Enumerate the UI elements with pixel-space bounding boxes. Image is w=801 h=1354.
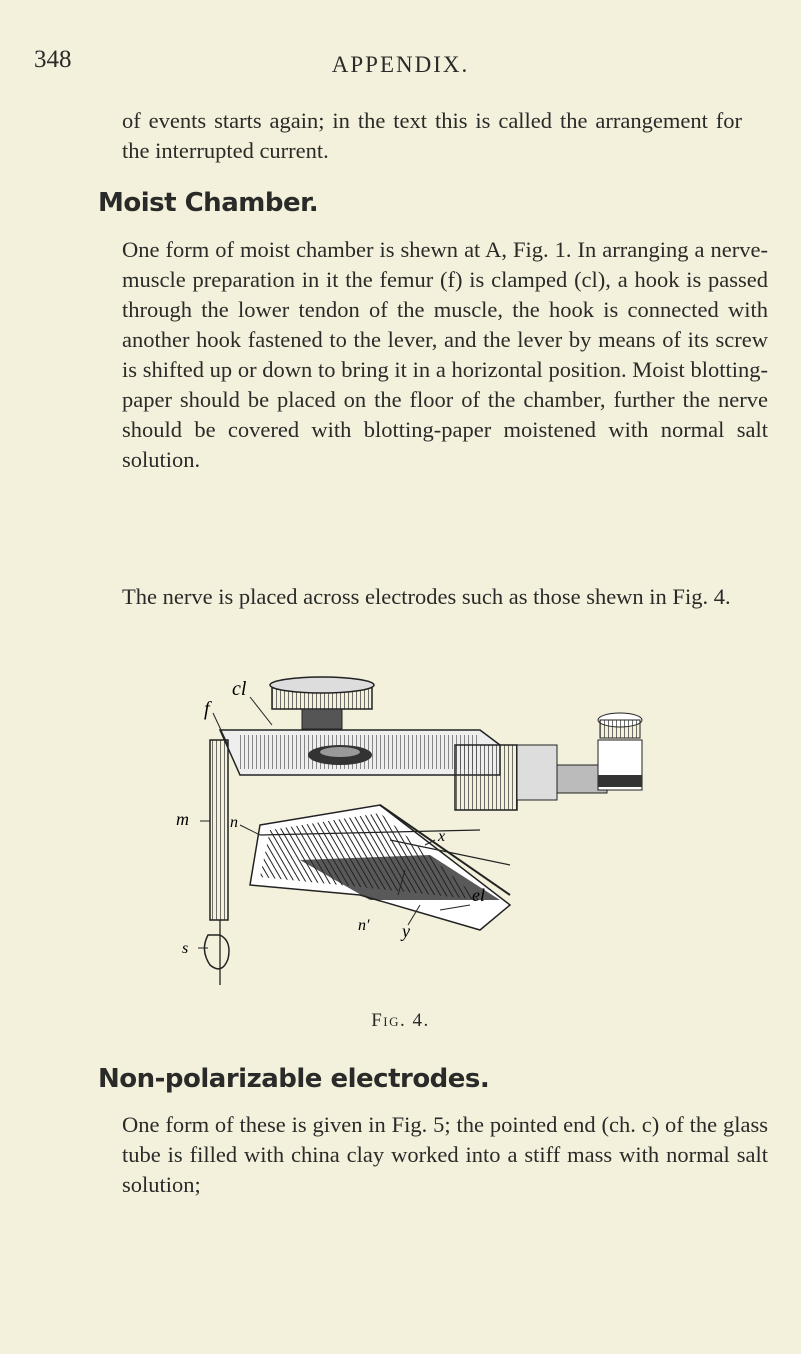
label-n: n — [230, 814, 238, 831]
heading-moist-chamber: Moist Chamber. — [98, 188, 319, 218]
figure-4 — [176, 655, 660, 995]
label-f: f — [204, 698, 210, 720]
label-el: el — [472, 885, 485, 905]
heading-non-polarizable-electrodes: Non-polarizable electrodes. — [98, 1064, 490, 1094]
running-head: APPENDIX. — [331, 52, 470, 77]
label-y: y — [402, 921, 410, 941]
label-m: m — [176, 809, 189, 829]
label-cl: cl — [232, 678, 247, 700]
label-n-prime: n′ — [358, 917, 370, 934]
electrode-apparatus-illustration — [176, 655, 660, 995]
paragraph-moist-chamber: One form of moist chamber is shewn at A, Fig. 1. In arranging a nerve-muscle preparation in it the femur (f) is clamped (cl), a hook is passed through the lower tendon of the muscle, the hook is connected with another hook fastened to the lever, and the lever by means of its screw is shifted up or down to bring it in a horizontal position. Moist blotting-paper should be placed on the floor of the chamber, further the nerve should be covered with blotting-paper moistened with normal salt solution. — [122, 237, 768, 472]
paragraph-nerve-electrodes: The nerve is placed across electrodes such as those shewn in Fig. 4. — [122, 584, 731, 609]
label-x: x — [438, 828, 446, 845]
figure-caption: Fig. 4. — [371, 1010, 430, 1031]
paragraph-non-polarizable: One form of these is given in Fig. 5; the pointed end (ch. c) of the glass tube is filled with china clay worked into a stiff mass with normal salt solution; — [122, 1112, 768, 1197]
paragraph-continuation: of events starts again; in the text this is called the arrangement for the interrupted current. — [122, 108, 742, 163]
page-number: 348 — [34, 46, 72, 73]
label-s: s — [182, 940, 189, 957]
